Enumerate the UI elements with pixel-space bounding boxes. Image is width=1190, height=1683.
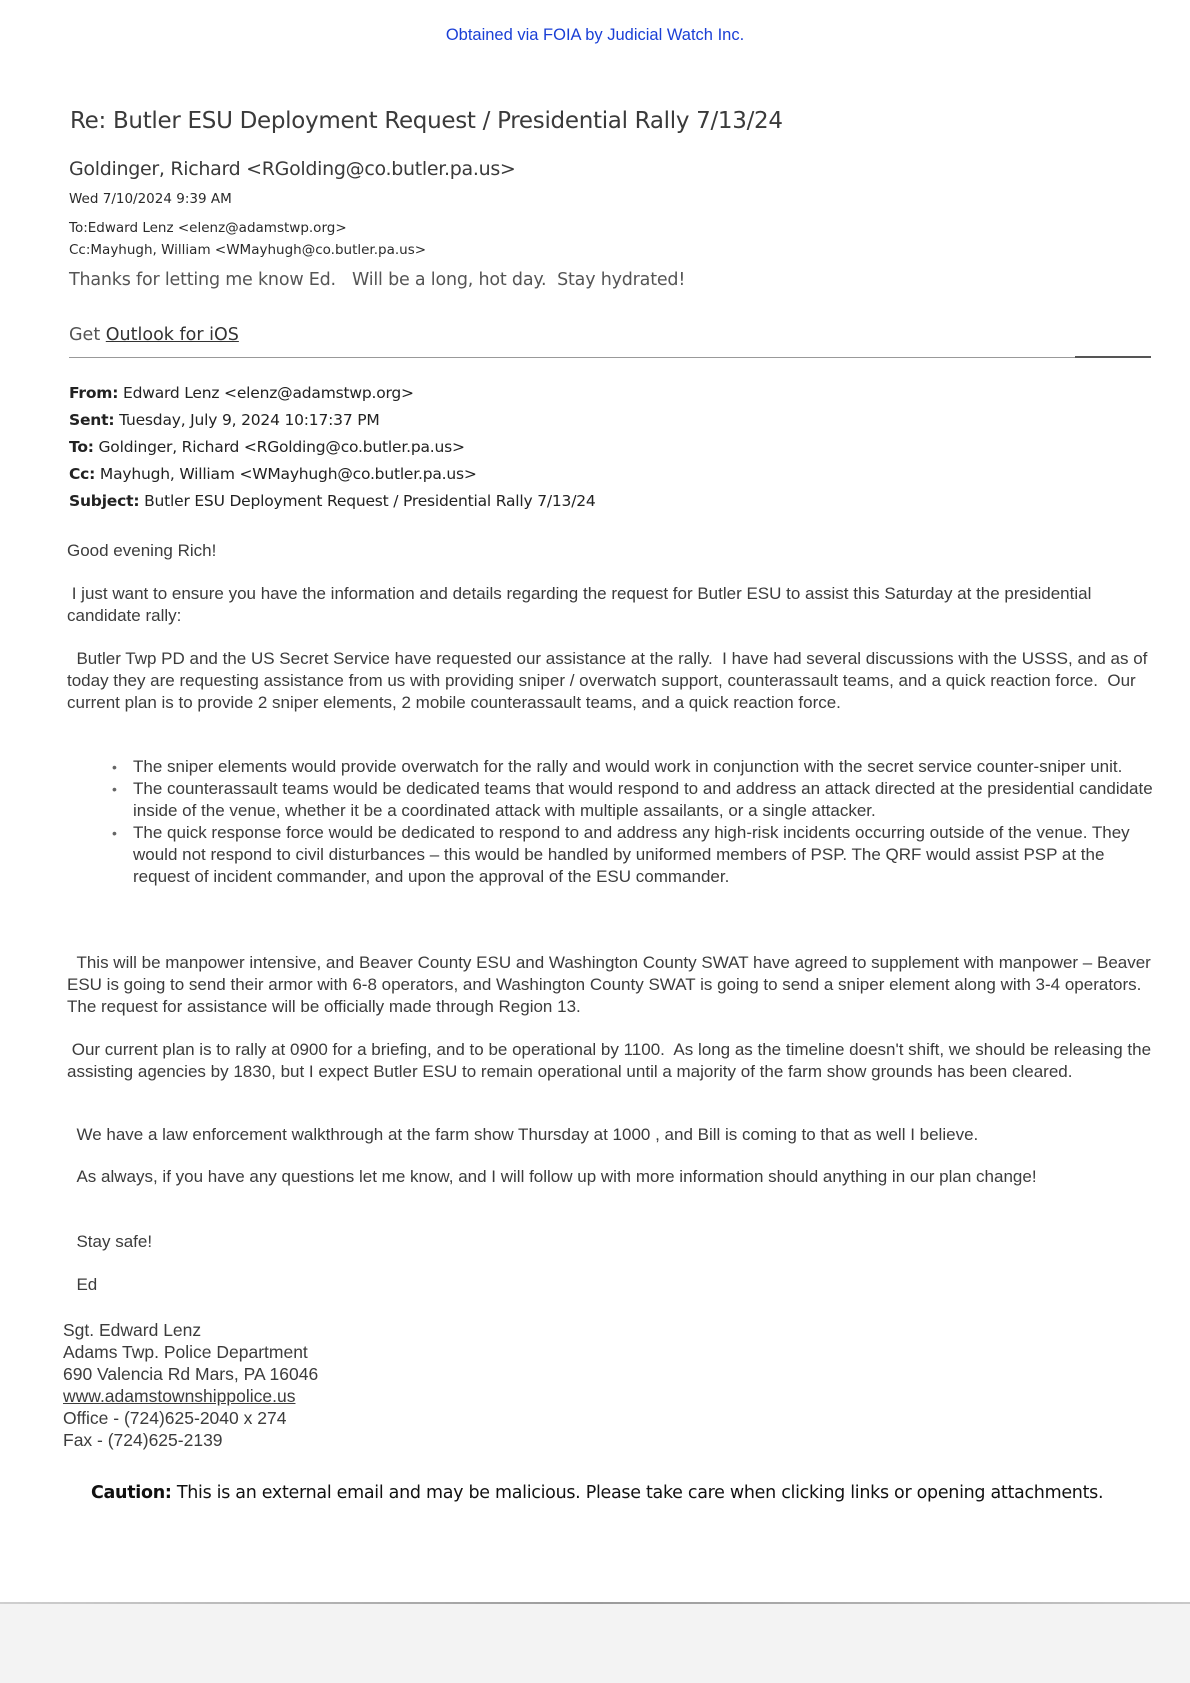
original-sent bbox=[69, 411, 380, 429]
foia-watermark: Obtained via FOIA by Judicial Watch Inc. bbox=[445, 26, 745, 44]
to-value: Goldinger, Richard <RGolding@co.butler.pa.us> bbox=[98, 438, 465, 456]
reply-cc: Cc:Mayhugh, William <WMayhugh@co.butler.pa.us> bbox=[69, 242, 427, 258]
subject-value: Butler ESU Deployment Request / Presidential Rally 7/13/24 bbox=[144, 492, 596, 510]
signature-department: Adams Twp. Police Department bbox=[63, 1342, 308, 1362]
divider-accent bbox=[1075, 356, 1151, 358]
bullet-list bbox=[110, 756, 1160, 888]
signature-name: Sgt. Edward Lenz bbox=[63, 1320, 202, 1340]
paragraph-4: Our current plan is to rally at 0900 for a briefing, and to be operational by 1100. As long as the timeline doesn't shift, we should be releasing the assisting agencies by 1830, but I expect Butler ESU to remain operational until a majority of the farm show grounds has been cleared. bbox=[67, 1040, 1156, 1081]
paragraph-2: Butler Twp PD and the US Secret Service have requested our assistance at the rally. I have had several discussions with the USSS, and as of today they are requesting assistance from us with providing sniper / overwatch support, counterassault teams, and a quick reaction force. Our current plan is to provide 2 sniper elements, 2 mobile counterassault teams, and a quick reaction force. bbox=[67, 649, 1153, 712]
caution-banner bbox=[91, 1483, 1103, 1503]
sender-name: Ed bbox=[67, 1275, 98, 1294]
original-cc bbox=[69, 465, 477, 483]
cc-label: Cc: bbox=[69, 465, 96, 483]
get-outlook-line bbox=[69, 325, 239, 345]
signature-fax: Fax - (724)625-2139 bbox=[63, 1430, 223, 1450]
get-prefix: Get bbox=[69, 325, 101, 345]
sent-value: Tuesday, July 9, 2024 10:17:37 PM bbox=[119, 411, 380, 429]
to-label: To: bbox=[69, 438, 94, 456]
signature-block bbox=[63, 1319, 318, 1451]
reply-body: Thanks for letting me know Ed. Will be a long, hot day. Stay hydrated! bbox=[69, 270, 686, 290]
from-label: From: bbox=[69, 384, 119, 402]
reply-date: Wed 7/10/2024 9:39 AM bbox=[69, 191, 232, 207]
sent-label: Sent: bbox=[69, 411, 115, 429]
subject-label: Subject: bbox=[69, 492, 140, 510]
signature-office-phone: Office - (724)625-2040 x 274 bbox=[63, 1408, 287, 1428]
original-to bbox=[69, 438, 465, 456]
signature-website-link[interactable]: www.adamstownshippolice.us bbox=[63, 1386, 296, 1406]
list-item: • The counterassault teams would be dedicated teams that would respond to and address an attack directed at the presidential candidate inside of the venue, whether it be a coordinated attack with multiple assailants, or a single attacker. bbox=[110, 778, 1160, 822]
reply-subject: Re: Butler ESU Deployment Request / Presidential Rally 7/13/24 bbox=[70, 108, 783, 134]
original-from bbox=[69, 384, 414, 402]
caution-label: Caution: bbox=[91, 1483, 172, 1503]
reply-sender: Goldinger, Richard <RGolding@co.butler.pa.us> bbox=[69, 158, 516, 180]
paragraph-5: We have a law enforcement walkthrough at the farm show Thursday at 1000 , and Bill is coming to that as well I believe. bbox=[67, 1125, 979, 1144]
caution-text: This is an external email and may be malicious. Please take care when clicking links or opening attachments. bbox=[176, 1483, 1104, 1503]
closing: Stay safe! bbox=[67, 1232, 153, 1251]
reply-to: To:Edward Lenz <elenz@adamstwp.org> bbox=[69, 220, 347, 236]
paragraph-6: As always, if you have any questions let me know, and I will follow up with more information should anything in our plan change! bbox=[67, 1167, 1037, 1186]
original-subject bbox=[69, 492, 596, 510]
outlook-for-ios-link[interactable]: Outlook for iOS bbox=[105, 325, 239, 345]
from-value: Edward Lenz <elenz@adamstwp.org> bbox=[122, 384, 414, 402]
list-item: • The sniper elements would provide overwatch for the rally and would work in conjunction with the secret service counter-sniper unit. bbox=[110, 756, 1160, 778]
greeting: Good evening Rich! bbox=[67, 541, 217, 560]
cc-value: Mayhugh, William <WMayhugh@co.butler.pa.us> bbox=[99, 465, 477, 483]
page-shade bbox=[0, 1604, 1190, 1683]
divider bbox=[69, 357, 1151, 358]
signature-address: 690 Valencia Rd Mars, PA 16046 bbox=[63, 1364, 319, 1384]
list-item: • The quick response force would be dedicated to respond to and address any high-risk incidents occurring outside of the venue. They would not respond to civil disturbances – this would be handled by uniformed members of PSP. The QRF would assist PSP at the request of incident commander, and upon the approval of the ESU commander. bbox=[110, 822, 1160, 888]
paragraph-3: This will be manpower intensive, and Beaver County ESU and Washington County SWAT have agreed to supplement with manpower – Beaver ESU is going to send their armor with 6-8 operators, and Washington County SWAT is going to send a sniper element along with 3-4 operators. The request for assistance will be officially made through Region 13. bbox=[67, 953, 1156, 1016]
paragraph-1: I just want to ensure you have the information and details regarding the request for Butler ESU to assist this Saturday at the presidential candidate rally: bbox=[67, 584, 1097, 625]
